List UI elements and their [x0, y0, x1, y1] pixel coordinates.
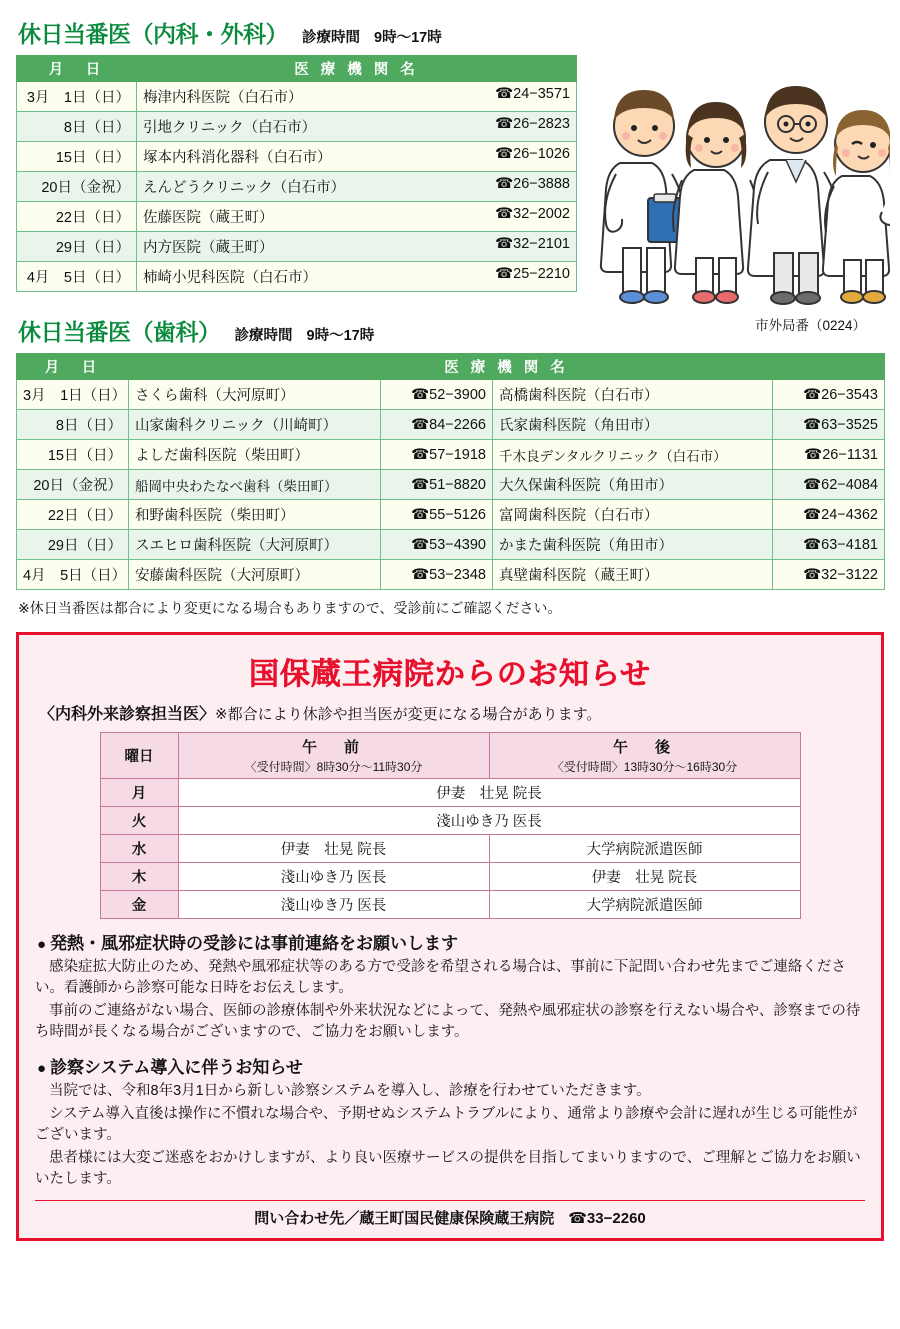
shika-hours-value: 9時〜17時 — [306, 328, 375, 344]
cell-doctor-allday: 淺山ゆき乃 医長 — [178, 807, 800, 835]
table-row — [17, 262, 577, 292]
notice-section-heading-1: ● 発熱・風邪症状時の受診には事前連絡をお願いします — [37, 929, 865, 954]
facility-name: 柿崎小児科医院（白石市） — [143, 270, 317, 286]
notice-subtitle-thin: ※都合により休診や担当医が変更になる場合があります。 — [215, 706, 602, 723]
notice-paragraph: 患者様には大変ご迷惑をおかけしますが、より良い医療サービスの提供を目指してまいりますので、ご理解とご協力をお願いいたします。 — [35, 1150, 861, 1188]
staff-figure-4 — [823, 110, 890, 303]
cell-date: 8日（日） — [17, 112, 137, 142]
cell-facility-2: 千木良デンタルクリニック（白石市） — [493, 440, 773, 470]
cell-facility-1: 山家歯科クリニック（川崎町） — [129, 410, 381, 440]
cell-doctor-afternoon: 大学病院派遣医師 — [489, 835, 800, 863]
notice-paragraph: システム導入直後は操作に不慣れな場合や、予期せぬシステムトラブルにより、通常より診療や会計に遅れが生じる可能性がございます。 — [35, 1106, 858, 1144]
cell-date: 22日（日） — [17, 202, 137, 232]
cell-tel-2: ☎62−4084 — [773, 470, 885, 500]
cell-facility-1: 船岡中央わたなべ歯科（柴田町） — [129, 470, 381, 500]
table-row — [17, 232, 577, 262]
facility-tel: ☎24−3571 — [495, 86, 570, 102]
cell-tel-2: ☎24−4362 — [773, 500, 885, 530]
notice-paragraph: 事前のご連絡がない場合、医師の診療体制や外来状況などによって、発熱や風邪症状の診察を行えない場合や、診察までの待ち時間が長くなる場合がございますので、ご協力をお願いします。 — [35, 1003, 861, 1041]
schedule-note: ※休日当番医は都合により変更になる場合もありますので、受診前にご確認ください。 — [18, 600, 562, 616]
notice-section-heading-2: ● 診察システム導入に伴うお知らせ — [37, 1053, 865, 1078]
cell-facility-1: 安藤歯科医院（大河原町） — [129, 560, 381, 590]
cell-date: 8日（日） — [17, 410, 129, 440]
facility-name: 梅津内科医院（白石市） — [143, 90, 303, 106]
cell-tel-2: ☎63−4181 — [773, 530, 885, 560]
cell-facility — [137, 262, 577, 292]
notice-subtitle — [39, 701, 865, 724]
hospital-notice-box — [16, 632, 884, 1241]
table-row — [17, 500, 885, 530]
cell-tel-1: ☎52−3900 — [381, 380, 493, 410]
cell-date: 20日（金祝） — [17, 470, 129, 500]
morning-hours: 〈受付時間〉8時30分〜11時30分 — [244, 760, 423, 774]
cell-facility-2: 氏家歯科医院（角田市） — [493, 410, 773, 440]
table-row — [17, 530, 885, 560]
cell-tel-1: ☎51−8820 — [381, 470, 493, 500]
cell-facility — [137, 112, 577, 142]
cell-tel-1: ☎84−2266 — [381, 410, 493, 440]
cell-facility-2: かまた歯科医院（角田市） — [493, 530, 773, 560]
cell-tel-1: ☎53−2348 — [381, 560, 493, 590]
table-row — [17, 82, 577, 112]
naika-hours-label: 診療時間 — [302, 30, 360, 46]
col-header-facility: 医 療 機 関 名 — [137, 56, 577, 82]
section-header-shika — [18, 314, 884, 347]
cell-facility-1: 和野歯科医院（柴田町） — [129, 500, 381, 530]
cell-tel-1: ☎55−5126 — [381, 500, 493, 530]
notice-paragraph: 当院では、令和8年3月1日から新しい診察システムを導入し、診療を行わせていただきます。 — [49, 1083, 651, 1100]
table-header-row — [100, 733, 800, 779]
facility-tel: ☎26−2823 — [495, 116, 570, 132]
cell-date: 4月 5日（日） — [17, 262, 137, 292]
facility-name: 内方医院（蔵王町） — [143, 240, 274, 256]
table-row — [17, 470, 885, 500]
cell-facility — [137, 202, 577, 232]
cell-day: 月 — [100, 779, 178, 807]
afternoon-label: 午 後 — [612, 739, 676, 756]
cell-date: 22日（日） — [17, 500, 129, 530]
table-row — [100, 863, 800, 891]
table-header-row — [17, 354, 885, 380]
cell-date: 15日（日） — [17, 142, 137, 172]
table-row — [17, 172, 577, 202]
col-header-date: 月 日 — [17, 56, 137, 82]
facility-name: 引地クリニック（白石市） — [143, 120, 317, 136]
facility-name: 佐藤医院（蔵王町） — [143, 210, 274, 226]
medical-staff-illustration — [590, 48, 890, 323]
area-code-label: 市外局番（0224） — [754, 318, 866, 333]
col-header-facility: 医 療 機 関 名 — [129, 354, 885, 380]
cell-tel-2: ☎63−3525 — [773, 410, 885, 440]
col-header-date: 月 日 — [17, 354, 129, 380]
shika-table — [16, 353, 885, 590]
facility-tel: ☎32−2002 — [495, 206, 570, 222]
facility-name: 塚本内科消化器科（白石市） — [143, 150, 332, 166]
morning-label: 午 前 — [301, 739, 365, 756]
facility-tel: ☎25−2210 — [495, 266, 570, 282]
table-row — [100, 891, 800, 919]
section-title-shika: 休日当番医（歯科） — [18, 319, 221, 345]
afternoon-hours: 〈受付時間〉13時30分〜16時30分 — [551, 760, 738, 774]
section-subtitle-shika — [235, 324, 375, 345]
table-header-row — [17, 56, 577, 82]
cell-tel-2: ☎26−3543 — [773, 380, 885, 410]
table-row — [17, 142, 577, 172]
notice-subtitle-bold: 〈内科外来診察担当医〉 — [39, 706, 216, 723]
cell-facility-2: 真壁歯科医院（蔵王町） — [493, 560, 773, 590]
cell-facility — [137, 82, 577, 112]
table-row — [17, 202, 577, 232]
cell-facility-2: 富岡歯科医院（白石市） — [493, 500, 773, 530]
table-row — [100, 779, 800, 807]
notice-paragraph: 感染症拡大防止のため、発熱や風邪症状等のある方で受診を希望される場合は、事前に下記問い合わせ先までご連絡ください。看護師から診察可能な日時をお伝えします。 — [35, 959, 846, 997]
cell-facility-1: さくら歯科（大河原町） — [129, 380, 381, 410]
shika-hours-label: 診療時間 — [234, 328, 293, 344]
cell-tel-1: ☎53−4390 — [381, 530, 493, 560]
cell-doctor-afternoon: 伊妻 壮晃 院長 — [489, 863, 800, 891]
contact-label: 問い合わせ先／蔵王町国民健康保険蔵王病院 — [254, 1210, 555, 1228]
col-header-morning — [178, 733, 489, 779]
cell-tel-2: ☎26−1131 — [773, 440, 885, 470]
facility-tel: ☎26−1026 — [495, 146, 570, 162]
section-title-naika: 休日当番医（内科・外科） — [18, 21, 288, 47]
table-row — [17, 380, 885, 410]
cell-doctor-afternoon: 大学病院派遣医師 — [489, 891, 800, 919]
table-row — [17, 440, 885, 470]
cell-date: 29日（日） — [17, 232, 137, 262]
table-row — [17, 560, 885, 590]
table-row — [17, 112, 577, 142]
cell-tel-2: ☎32−3122 — [773, 560, 885, 590]
facility-tel: ☎26−3888 — [495, 176, 570, 192]
table-row — [100, 835, 800, 863]
cell-day: 水 — [100, 835, 178, 863]
cell-doctor-allday: 伊妻 壮晃 院長 — [178, 779, 800, 807]
cell-date: 4月 5日（日） — [17, 560, 129, 590]
cell-facility — [137, 172, 577, 202]
cell-tel-1: ☎57−1918 — [381, 440, 493, 470]
cell-day: 金 — [100, 891, 178, 919]
staff-figure-2 — [673, 102, 759, 303]
cell-date: 15日（日） — [17, 440, 129, 470]
cell-day: 木 — [100, 863, 178, 891]
cell-facility-1: よしだ歯科医院（柴田町） — [129, 440, 381, 470]
staff-figure-1 — [601, 90, 684, 303]
facility-tel: ☎32−2101 — [495, 236, 570, 252]
contact-tel: ☎33−2260 — [568, 1210, 646, 1228]
cell-facility-1: スエヒロ歯科医院（大河原町） — [129, 530, 381, 560]
cell-facility — [137, 232, 577, 262]
cell-day: 火 — [100, 807, 178, 835]
cell-doctor-morning: 淺山ゆき乃 医長 — [178, 891, 489, 919]
cell-facility — [137, 142, 577, 172]
cell-date: 3月 1日（日） — [17, 82, 137, 112]
naika-hours-value: 9時〜17時 — [374, 30, 442, 46]
cell-date: 20日（金祝） — [17, 172, 137, 202]
cell-date: 3月 1日（日） — [17, 380, 129, 410]
table-row — [17, 410, 885, 440]
doctor-schedule-table — [100, 732, 801, 919]
col-header-day: 曜日 — [100, 733, 178, 779]
notice-title: 国保蔵王病院からのお知らせ — [248, 658, 652, 691]
cell-doctor-morning: 伊妻 壮晃 院長 — [178, 835, 489, 863]
section-header-naika — [18, 16, 884, 49]
section-subtitle-naika — [302, 26, 442, 47]
table-row — [100, 807, 800, 835]
cell-doctor-morning: 淺山ゆき乃 医長 — [178, 863, 489, 891]
cell-facility-2: 高橋歯科医院（白石市） — [493, 380, 773, 410]
naika-table — [16, 55, 577, 292]
cell-date: 29日（日） — [17, 530, 129, 560]
facility-name: えんどうクリニック（白石市） — [143, 180, 346, 196]
col-header-afternoon — [489, 733, 800, 779]
cell-facility-2: 大久保歯科医院（角田市） — [493, 470, 773, 500]
notice-footer — [35, 1200, 865, 1228]
